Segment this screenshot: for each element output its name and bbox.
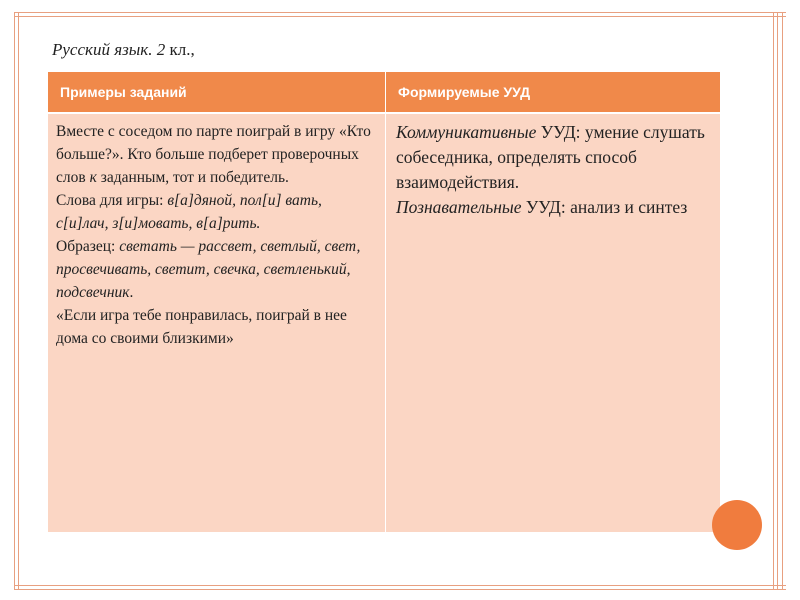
sample-end: . <box>129 284 134 301</box>
subject-italic: Русский язык. 2 <box>52 40 166 59</box>
cogn-text: УУД: анализ и синтез <box>521 197 688 217</box>
frame-line <box>14 16 786 17</box>
tasks-table <box>48 72 720 532</box>
frame-line <box>777 12 778 590</box>
sample-label: Образец: <box>56 238 120 255</box>
frame-line <box>14 589 786 590</box>
frame-line <box>14 12 786 13</box>
examples-cell <box>48 112 385 532</box>
frame-line <box>782 12 783 590</box>
frame-line <box>14 12 15 590</box>
frame-line <box>14 585 786 586</box>
frame-line <box>773 12 774 590</box>
subject-title <box>52 40 195 60</box>
task-text-tail: заданным, тот и победитель. <box>96 169 289 186</box>
decorative-circle <box>712 500 762 550</box>
quote-text: «Если игра тебе понравилась, поиграй в нее дома со своими близкими» <box>56 307 347 347</box>
subject-normal: кл., <box>165 40 195 59</box>
comm-label: Коммуникативные <box>396 122 537 142</box>
sample-list: светать — рассвет, светлый, свет, просвечивать, светит, свечка, светленький, подсвечник <box>56 238 361 301</box>
header-uud: Формируемые УУД <box>385 72 720 112</box>
task-text: Вместе с соседом по парте поиграй в игру «Кто больше?». Кто больше подберет проверочных слов <box>56 123 371 186</box>
task-text-italic: к <box>89 169 97 186</box>
header-examples: Примеры заданий <box>48 72 385 112</box>
uud-cell <box>385 112 720 532</box>
words-label: Слова для игры: <box>56 192 168 209</box>
frame-line <box>18 12 19 590</box>
cogn-label: Познавательные <box>396 197 522 217</box>
comm-text: УУД: умение слушать собеседника, определять способ взаимодействия. <box>396 122 705 192</box>
words-list: в[а]дяной, пол[и] вать, с[и]лач, з[и]мовать, в[а]рить. <box>56 192 322 232</box>
